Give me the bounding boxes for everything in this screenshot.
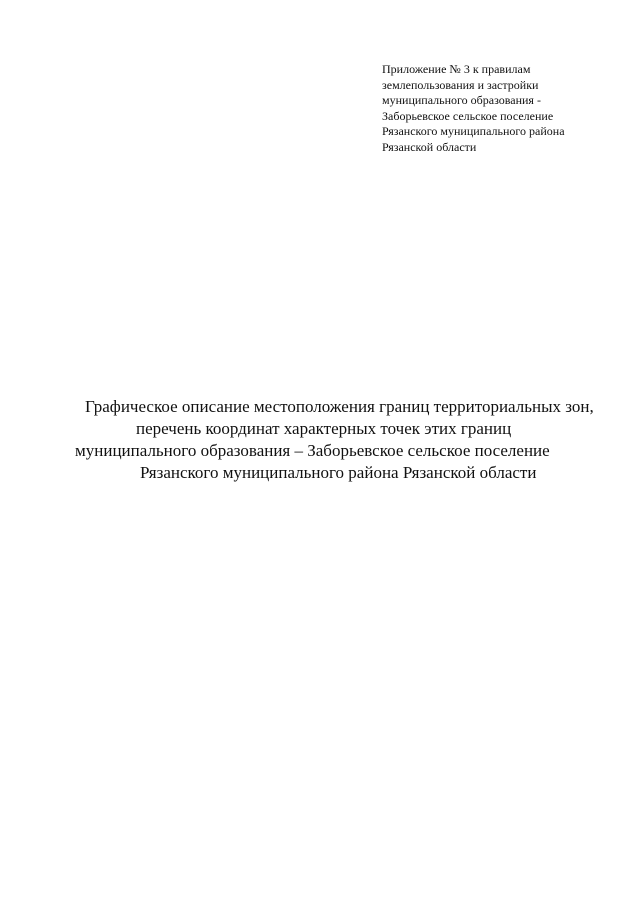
document-title-line: Рязанского муниципального района Рязанской области [140, 463, 537, 482]
document-title-line: Графическое описание местоположения границ территориальных зон, [85, 397, 594, 416]
appendix-note-line: Рязанского муниципального района [382, 124, 565, 138]
appendix-note [382, 62, 632, 155]
appendix-note-line: землепользования и застройки [382, 77, 539, 92]
appendix-note-line: Рязанской области [382, 139, 477, 154]
appendix-note-line: муниципального образования - [382, 93, 541, 107]
appendix-note-line: Приложение № 3 к правилам [382, 62, 531, 76]
appendix-note-line: Заборьевское сельское поселение [382, 108, 554, 123]
document-title-line: муниципального образования – Заборьевское сельское поселение [75, 441, 550, 460]
document-title-line: перечень координат характерных точек этих границ [136, 419, 512, 438]
